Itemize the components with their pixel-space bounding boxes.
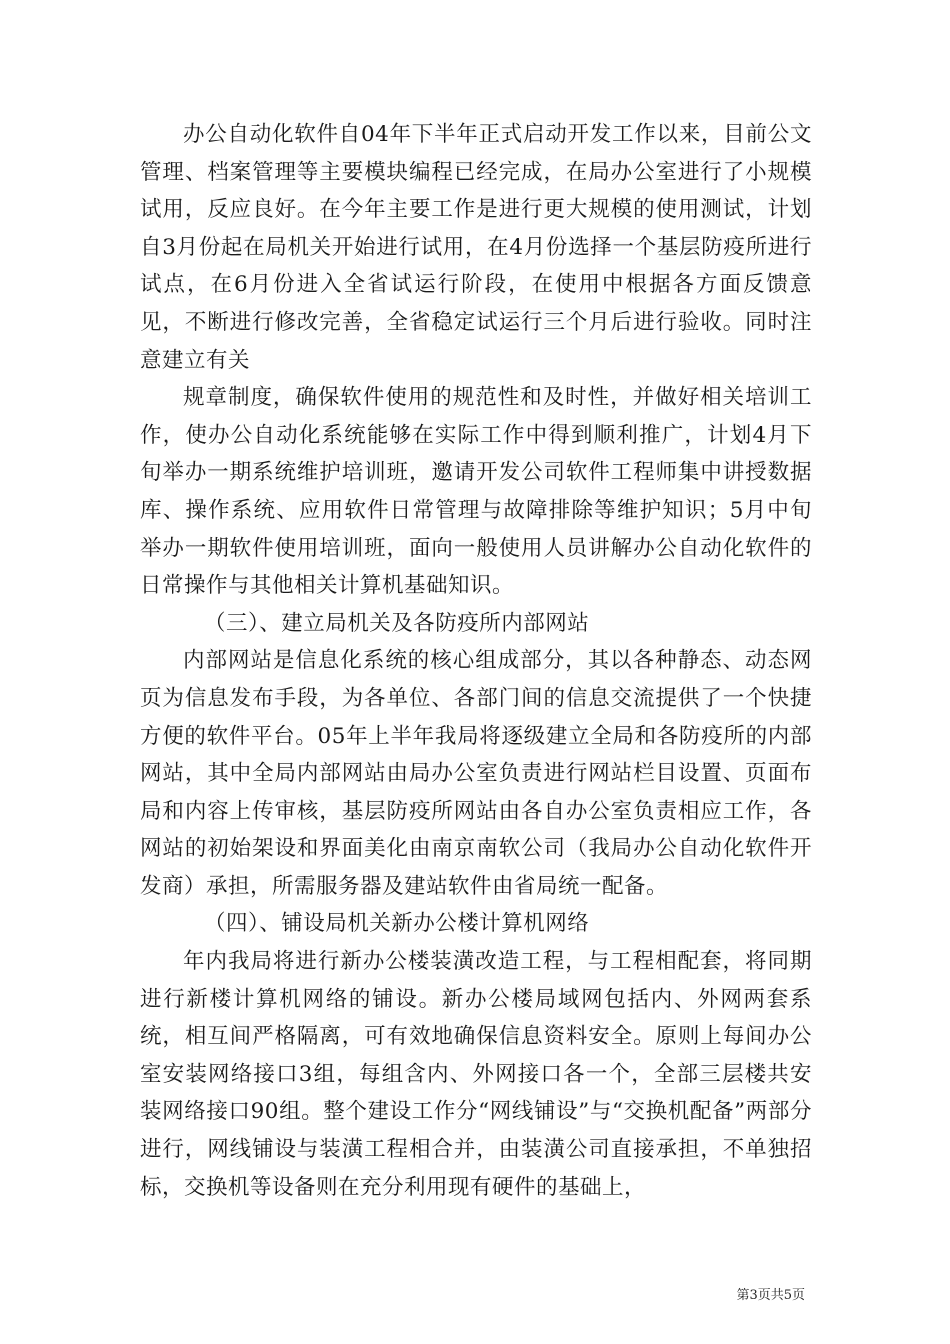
document-body [140, 116, 812, 1206]
section-heading-4: （四）、铺设局机关新办公楼计算机网络 [204, 911, 590, 937]
paragraph-2: 规章制度，确保软件使用的规范性和及时性，并做好相关培训工作，使办公自动化系统能够在实际工作中得到顺利推广，计划4月下旬举办一期系统维护培训班，邀请开发公司软件工程师集中讲授数据库、操作系统、应用软件日常管理与故障排除等维护知识；5月中旬举办一期软件使用培训班，面向一般使用人员讲解办公自动化软件的日常操作与其他相关计算机基础知识。 [140, 385, 812, 599]
paragraph-1: 办公自动化软件自04年下半年正式启动开发工作以来，目前公文管理、档案管理等主要模块编程已经完成，在局办公室进行了小规模试用，反应良好。在今年主要工作是进行更大规模的使用测试，计划自3月份起在局机关开始进行试用，在4月份选择一个基层防疫所进行试点，在6月份进入全省试运行阶段，在使用中根据各方面反馈意见，不断进行修改完善，全省稳定试运行三个月后进行验收。同时注意建立有关 [140, 122, 812, 373]
paragraph-3: 内部网站是信息化系统的核心组成部分，其以各种静态、动态网页为信息发布手段，为各单位、各部门间的信息交流提供了一个快捷方便的软件平台。05年上半年我局将逐级建立全局和各防疫所的内部网站，其中全局内部网站由局办公室负责进行网站栏目设置、页面布局和内容上传审核，基层防疫所网站由各自办公室负责相应工作，各网站的初始架设和界面美化由南京南软公司（我局办公自动化软件开发商）承担，所需服务器及建站软件由省局统一配备。 [140, 648, 812, 899]
paragraph-4: 年内我局将进行新办公楼装潢改造工程，与工程相配套，将同期进行新楼计算机网络的铺设。新办公楼局域网包括内、外网两套系统，相互间严格隔离，可有效地确保信息资料安全。原则上每间办公室安装网络接口3组，每组含内、外网接口各一个，全部三层楼共安装网络接口90组。整个建设工作分“网线铺设”与“交换机配备”两部分进行，网线铺设与装潢工程相合并，由装潢公司直接承担，不单独招标，交换机等设备则在充分利用现有硬件的基础上， [140, 949, 812, 1200]
section-heading-3: （三）、建立局机关及各防疫所内部网站 [204, 610, 590, 636]
page-number: 第3页共5页 [736, 1288, 805, 1303]
